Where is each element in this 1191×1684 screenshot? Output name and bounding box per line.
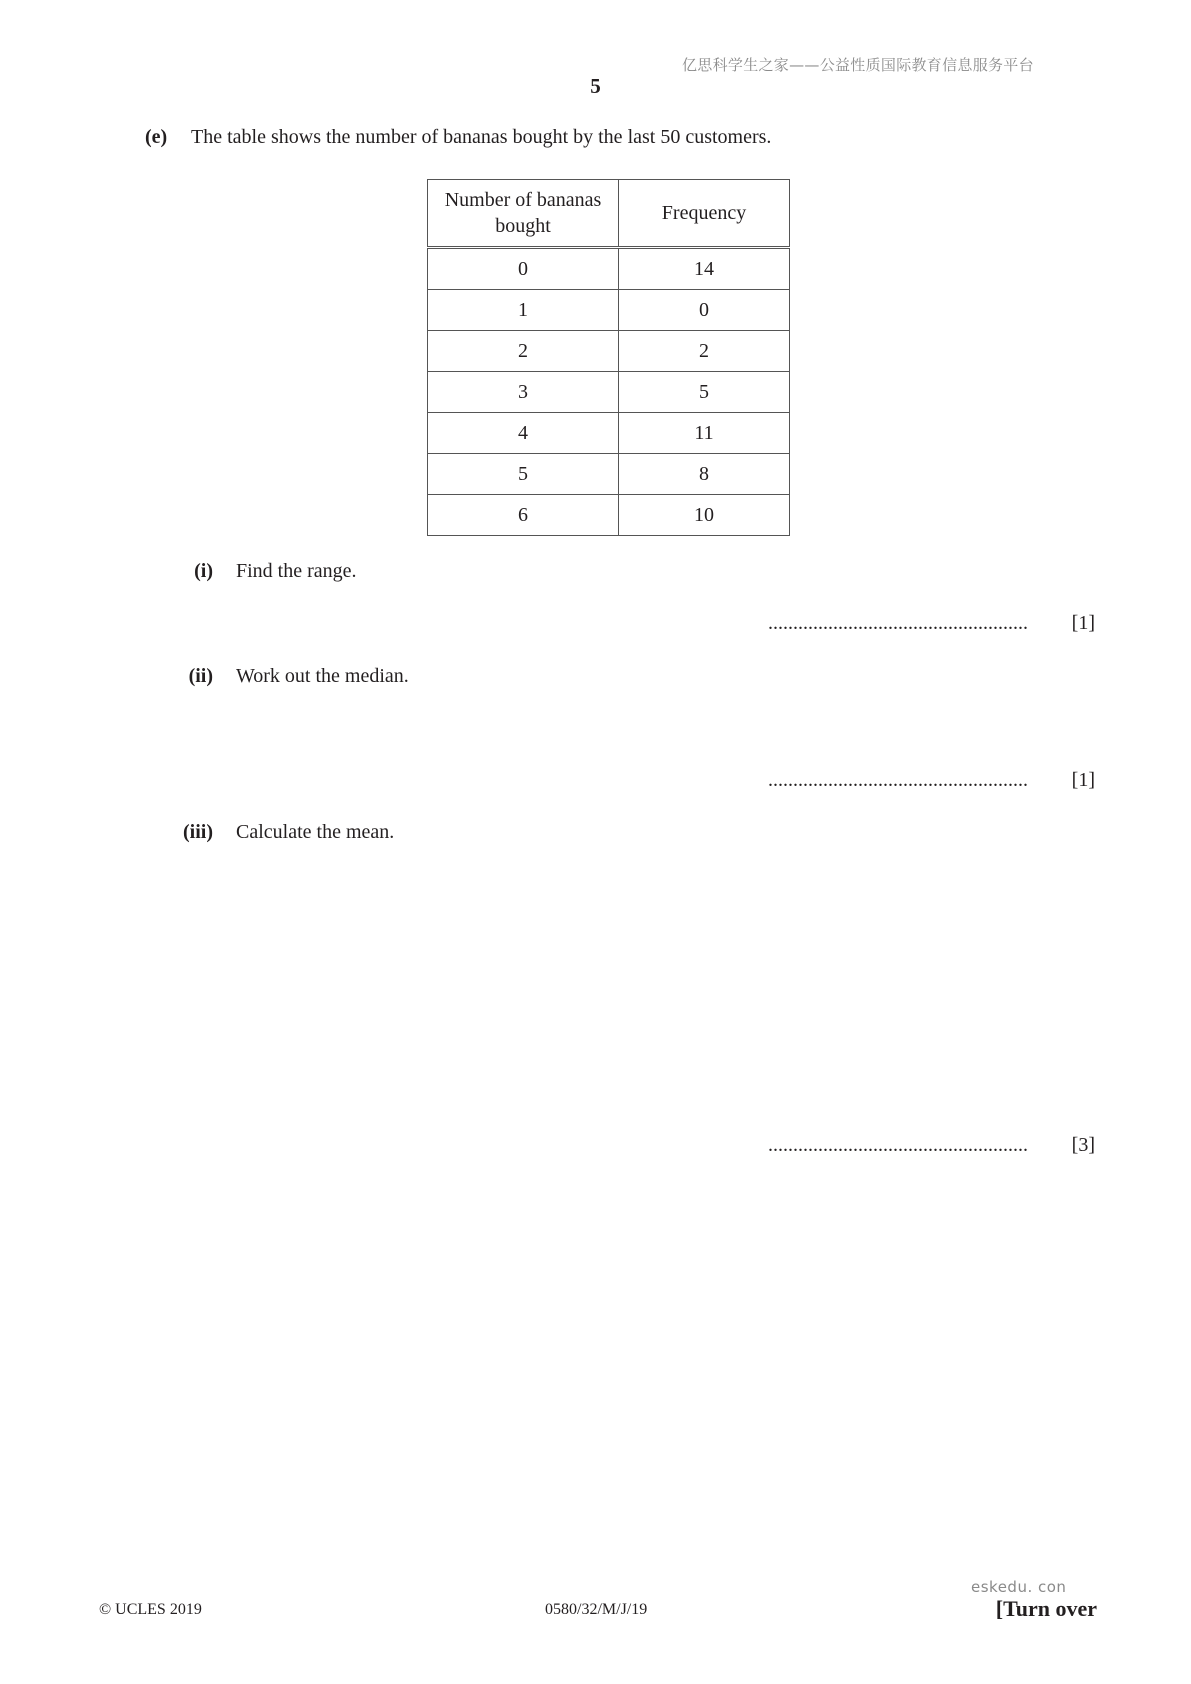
frequency-table <box>427 179 790 536</box>
table-row <box>428 331 790 372</box>
table-header-row <box>428 180 790 248</box>
table-row <box>428 248 790 290</box>
table-header-bananas: Number of bananas bought <box>428 180 619 248</box>
question-e-label: (e) <box>145 126 168 148</box>
watermark-bottom: eskedu. con <box>971 1578 1067 1596</box>
part-ii-label: (ii) <box>188 665 213 687</box>
table-row <box>428 290 790 331</box>
table-cell-frequency: 10 <box>619 495 790 536</box>
page-number: 5 <box>590 74 601 98</box>
table-row <box>428 495 790 536</box>
answer-dots: .................................................... <box>768 769 1028 791</box>
answer-dots: .................................................... <box>768 612 1028 634</box>
table-cell-bananas: 2 <box>428 331 619 372</box>
footer-paper-code: 0580/32/M/J/19 <box>545 1601 648 1618</box>
part-iii-answer-line[interactable] <box>768 1134 1028 1157</box>
table-cell-bananas: 1 <box>428 290 619 331</box>
part-iii-marks: [3] <box>1071 1134 1095 1156</box>
table-cell-bananas: 4 <box>428 413 619 454</box>
footer-copyright: © UCLES 2019 <box>99 1601 202 1618</box>
part-i-text: Find the range. <box>236 560 357 582</box>
answer-dots: .................................................... <box>768 1134 1028 1156</box>
watermark-top: 亿思科学生之家——公益性质国际教育信息服务平台 <box>682 56 1034 74</box>
table-cell-bananas: 0 <box>428 248 619 290</box>
table-cell-frequency: 0 <box>619 290 790 331</box>
table-cell-frequency: 11 <box>619 413 790 454</box>
part-i-label: (i) <box>194 560 213 582</box>
table-cell-frequency: 8 <box>619 454 790 495</box>
table-header-frequency: Frequency <box>619 180 790 248</box>
table-cell-frequency: 14 <box>619 248 790 290</box>
table-cell-frequency: 5 <box>619 372 790 413</box>
table-row <box>428 454 790 495</box>
table-cell-bananas: 5 <box>428 454 619 495</box>
turn-over-label: [Turn over <box>995 1596 1097 1621</box>
table-cell-bananas: 3 <box>428 372 619 413</box>
part-i-marks: [1] <box>1071 612 1095 634</box>
part-iii-text: Calculate the mean. <box>236 821 395 843</box>
table-cell-frequency: 2 <box>619 331 790 372</box>
part-ii-text: Work out the median. <box>236 665 409 687</box>
table-row <box>428 372 790 413</box>
table-cell-bananas: 6 <box>428 495 619 536</box>
part-ii-answer-line[interactable] <box>768 769 1028 792</box>
part-ii-marks: [1] <box>1071 769 1095 791</box>
part-iii-label: (iii) <box>183 821 213 843</box>
table-row <box>428 413 790 454</box>
part-i-answer-line[interactable] <box>768 612 1028 635</box>
question-e-text: The table shows the number of bananas bought by the last 50 customers. <box>191 126 772 148</box>
